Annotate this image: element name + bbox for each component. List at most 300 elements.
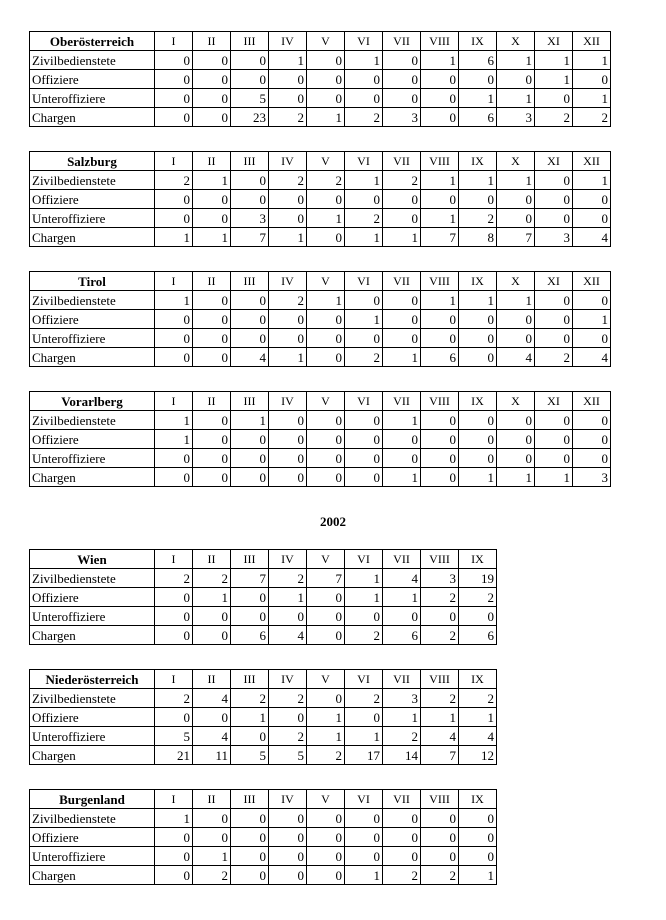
table-cell: 1	[269, 51, 307, 70]
table-cell: 0	[535, 89, 573, 108]
table-cell: 0	[459, 348, 497, 367]
table-row	[30, 171, 611, 190]
month-header: III	[231, 550, 269, 569]
table-cell: 0	[231, 468, 269, 487]
table-cell: 2	[459, 588, 497, 607]
table-cell: 2	[269, 108, 307, 127]
table-cell: 7	[307, 569, 345, 588]
table-cell: 0	[231, 291, 269, 310]
month-header: I	[155, 152, 193, 171]
table-cell: 0	[231, 449, 269, 468]
table-cell: 1	[573, 310, 611, 329]
month-header: IV	[269, 152, 307, 171]
region-name: Salzburg	[30, 152, 155, 171]
table-cell: 0	[307, 89, 345, 108]
row-label: Zivilbedienstete	[30, 569, 155, 588]
table-cell: 5	[155, 727, 193, 746]
table-cell: 23	[231, 108, 269, 127]
table-cell: 1	[497, 89, 535, 108]
table-cell: 1	[497, 171, 535, 190]
table-cell: 2	[345, 108, 383, 127]
table-cell: 2	[269, 689, 307, 708]
month-header: VIII	[421, 670, 459, 689]
table-cell: 7	[231, 228, 269, 247]
row-label: Unteroffiziere	[30, 329, 155, 348]
table-cell: 2	[383, 727, 421, 746]
table-cell: 0	[307, 809, 345, 828]
region-name: Tirol	[30, 272, 155, 291]
table-cell: 6	[459, 108, 497, 127]
row-label: Unteroffiziere	[30, 727, 155, 746]
month-header: V	[307, 32, 345, 51]
table-row	[30, 411, 611, 430]
table-cell: 1	[497, 291, 535, 310]
table-cell: 0	[345, 329, 383, 348]
row-label: Offiziere	[30, 588, 155, 607]
table-cell: 0	[459, 449, 497, 468]
table-cell: 0	[155, 607, 193, 626]
row-label: Offiziere	[30, 190, 155, 209]
table-row	[30, 89, 611, 108]
table-cell: 1	[383, 348, 421, 367]
table-cell: 2	[421, 588, 459, 607]
table-cell: 0	[421, 847, 459, 866]
table-cell: 8	[459, 228, 497, 247]
month-header: IX	[459, 392, 497, 411]
table-burgenland	[29, 789, 497, 885]
table-cell: 0	[497, 430, 535, 449]
table-cell: 2	[307, 171, 345, 190]
table-cell: 0	[345, 809, 383, 828]
row-label: Chargen	[30, 348, 155, 367]
month-header: II	[193, 152, 231, 171]
table-cell: 0	[269, 828, 307, 847]
table-row	[30, 228, 611, 247]
month-header: I	[155, 670, 193, 689]
table-cell: 0	[535, 411, 573, 430]
table-cell: 0	[231, 588, 269, 607]
table-cell: 1	[383, 411, 421, 430]
table-header-row	[30, 550, 497, 569]
table-cell: 0	[497, 190, 535, 209]
month-header: XII	[573, 392, 611, 411]
table-cell: 2	[573, 108, 611, 127]
table-cell: 0	[345, 708, 383, 727]
month-header: IX	[459, 790, 497, 809]
table-cell: 7	[497, 228, 535, 247]
table-row	[30, 828, 497, 847]
row-label: Offiziere	[30, 310, 155, 329]
table-cell: 0	[193, 108, 231, 127]
month-header: V	[307, 152, 345, 171]
row-label: Zivilbedienstete	[30, 291, 155, 310]
table-cell: 1	[269, 588, 307, 607]
table-cell: 0	[269, 866, 307, 885]
month-header: III	[231, 152, 269, 171]
month-header: III	[231, 392, 269, 411]
table-row	[30, 209, 611, 228]
table-cell: 2	[231, 689, 269, 708]
month-header: VI	[345, 32, 383, 51]
month-header: VI	[345, 272, 383, 291]
row-label: Zivilbedienstete	[30, 171, 155, 190]
table-cell: 0	[459, 607, 497, 626]
table-cell: 0	[155, 51, 193, 70]
month-header: V	[307, 670, 345, 689]
table-cell: 0	[535, 291, 573, 310]
table-row	[30, 847, 497, 866]
table-cell: 0	[231, 310, 269, 329]
table-row	[30, 727, 497, 746]
month-header: IV	[269, 392, 307, 411]
month-header: IV	[269, 32, 307, 51]
table-cell: 1	[155, 430, 193, 449]
month-header: VI	[345, 152, 383, 171]
month-header: II	[193, 550, 231, 569]
table-cell: 0	[155, 348, 193, 367]
table-cell: 0	[193, 310, 231, 329]
table-cell: 0	[193, 708, 231, 727]
table-niederosterreich	[29, 669, 497, 765]
month-header: V	[307, 790, 345, 809]
month-header: VII	[383, 670, 421, 689]
table-cell: 1	[459, 468, 497, 487]
table-cell: 1	[383, 588, 421, 607]
table-cell: 1	[269, 348, 307, 367]
table-cell: 21	[155, 746, 193, 765]
month-header: III	[231, 790, 269, 809]
table-cell: 0	[383, 607, 421, 626]
table-cell: 0	[269, 847, 307, 866]
table-header-row	[30, 152, 611, 171]
table-cell: 0	[155, 70, 193, 89]
row-label: Chargen	[30, 108, 155, 127]
table-cell: 0	[307, 190, 345, 209]
table-cell: 4	[421, 727, 459, 746]
table-cell: 1	[383, 468, 421, 487]
table-row	[30, 468, 611, 487]
table-cell: 4	[497, 348, 535, 367]
table-cell: 0	[459, 70, 497, 89]
table-cell: 0	[231, 430, 269, 449]
month-header: XI	[535, 32, 573, 51]
table-cell: 0	[231, 171, 269, 190]
month-header: VIII	[421, 790, 459, 809]
table-cell: 2	[193, 569, 231, 588]
month-header: III	[231, 32, 269, 51]
table-cell: 0	[269, 809, 307, 828]
table-cell: 5	[269, 746, 307, 765]
month-header: IV	[269, 670, 307, 689]
table-cell: 0	[421, 430, 459, 449]
month-header: I	[155, 392, 193, 411]
table-cell: 0	[307, 329, 345, 348]
table-cell: 0	[231, 866, 269, 885]
table-cell: 3	[231, 209, 269, 228]
table-cell: 0	[383, 809, 421, 828]
table-cell: 0	[269, 209, 307, 228]
table-cell: 19	[459, 569, 497, 588]
table-cell: 0	[535, 430, 573, 449]
table-cell: 1	[459, 866, 497, 885]
table-cell: 3	[383, 689, 421, 708]
table-cell: 7	[421, 746, 459, 765]
table-cell: 0	[193, 468, 231, 487]
table-cell: 0	[345, 190, 383, 209]
table-cell: 0	[193, 209, 231, 228]
table-cell: 0	[193, 291, 231, 310]
table-cell: 2	[269, 171, 307, 190]
table-row	[30, 291, 611, 310]
table-cell: 0	[193, 190, 231, 209]
table-cell: 11	[193, 746, 231, 765]
month-header: II	[193, 32, 231, 51]
table-cell: 1	[269, 228, 307, 247]
table-cell: 2	[383, 171, 421, 190]
table-cell: 0	[307, 228, 345, 247]
table-cell: 0	[421, 190, 459, 209]
table-cell: 0	[307, 866, 345, 885]
month-header: IX	[459, 550, 497, 569]
table-cell: 0	[155, 190, 193, 209]
table-vorarlberg	[29, 391, 611, 487]
table-cell: 1	[345, 228, 383, 247]
table-cell: 2	[459, 689, 497, 708]
table-cell: 0	[193, 348, 231, 367]
table-cell: 1	[421, 171, 459, 190]
table-cell: 5	[231, 746, 269, 765]
table-cell: 0	[573, 190, 611, 209]
month-header: VIII	[421, 550, 459, 569]
table-row	[30, 626, 497, 645]
table-cell: 0	[269, 449, 307, 468]
month-header: VI	[345, 392, 383, 411]
region-name: Niederösterreich	[30, 670, 155, 689]
table-cell: 0	[421, 310, 459, 329]
table-cell: 0	[307, 468, 345, 487]
row-label: Chargen	[30, 626, 155, 645]
table-cell: 1	[155, 809, 193, 828]
table-cell: 0	[307, 689, 345, 708]
table-cell: 0	[535, 190, 573, 209]
month-header: I	[155, 790, 193, 809]
table-cell: 0	[155, 708, 193, 727]
table-cell: 0	[345, 828, 383, 847]
table-cell: 0	[459, 430, 497, 449]
table-cell: 0	[307, 411, 345, 430]
table-cell: 0	[383, 51, 421, 70]
month-header: XII	[573, 272, 611, 291]
table-cell: 1	[345, 866, 383, 885]
month-header: IX	[459, 670, 497, 689]
table-cell: 0	[155, 108, 193, 127]
table-cell: 2	[269, 727, 307, 746]
table-cell: 0	[383, 430, 421, 449]
table-cell: 0	[421, 449, 459, 468]
table-cell: 1	[459, 171, 497, 190]
month-header: II	[193, 790, 231, 809]
table-cell: 6	[231, 626, 269, 645]
table-cell: 1	[535, 51, 573, 70]
table-cell: 1	[307, 727, 345, 746]
table-cell: 0	[345, 468, 383, 487]
table-cell: 2	[421, 689, 459, 708]
month-header: XII	[573, 32, 611, 51]
table-cell: 0	[155, 89, 193, 108]
table-cell: 0	[421, 468, 459, 487]
month-header: VIII	[421, 392, 459, 411]
table-cell: 0	[307, 607, 345, 626]
table-cell: 1	[459, 291, 497, 310]
month-header: XI	[535, 392, 573, 411]
table-cell: 1	[307, 209, 345, 228]
table-row	[30, 430, 611, 449]
table-row	[30, 329, 611, 348]
table-row	[30, 310, 611, 329]
table-cell: 0	[459, 828, 497, 847]
table-cell: 0	[345, 70, 383, 89]
table-cell: 2	[383, 866, 421, 885]
table-cell: 0	[383, 329, 421, 348]
month-header: IX	[459, 152, 497, 171]
table-cell: 7	[421, 228, 459, 247]
table-cell: 1	[155, 411, 193, 430]
table-cell: 0	[307, 828, 345, 847]
table-cell: 3	[573, 468, 611, 487]
table-cell: 0	[573, 329, 611, 348]
month-header: I	[155, 550, 193, 569]
table-cell: 2	[345, 348, 383, 367]
row-label: Unteroffiziere	[30, 847, 155, 866]
table-cell: 1	[345, 171, 383, 190]
month-header: VII	[383, 152, 421, 171]
table-cell: 2	[421, 626, 459, 645]
table-row	[30, 746, 497, 765]
month-header: I	[155, 32, 193, 51]
table-cell: 0	[307, 348, 345, 367]
table-cell: 4	[573, 348, 611, 367]
table-cell: 0	[269, 190, 307, 209]
month-header: IV	[269, 790, 307, 809]
row-label: Zivilbedienstete	[30, 809, 155, 828]
table-cell: 0	[383, 291, 421, 310]
table-header-row	[30, 670, 497, 689]
table-cell: 0	[535, 449, 573, 468]
table-cell: 4	[383, 569, 421, 588]
table-cell: 7	[231, 569, 269, 588]
table-cell: 0	[573, 449, 611, 468]
table-cell: 1	[345, 727, 383, 746]
table-cell: 0	[383, 70, 421, 89]
table-header-row	[30, 790, 497, 809]
table-row	[30, 51, 611, 70]
table-row	[30, 866, 497, 885]
table-cell: 0	[231, 828, 269, 847]
table-cell: 1	[497, 51, 535, 70]
month-header: II	[193, 272, 231, 291]
table-cell: 4	[193, 689, 231, 708]
month-header: XI	[535, 272, 573, 291]
table-cell: 0	[383, 89, 421, 108]
table-row	[30, 108, 611, 127]
table-row	[30, 190, 611, 209]
table-cell: 0	[155, 588, 193, 607]
table-cell: 1	[345, 310, 383, 329]
table-cell: 0	[155, 209, 193, 228]
month-header: IV	[269, 550, 307, 569]
table-cell: 12	[459, 746, 497, 765]
table-cell: 0	[421, 411, 459, 430]
table-cell: 0	[193, 51, 231, 70]
table-row	[30, 348, 611, 367]
table-cell: 1	[155, 291, 193, 310]
table-cell: 1	[535, 70, 573, 89]
month-header: IX	[459, 272, 497, 291]
table-cell: 1	[307, 108, 345, 127]
table-cell: 0	[459, 847, 497, 866]
table-cell: 0	[573, 411, 611, 430]
table-cell: 0	[535, 329, 573, 348]
table-cell: 0	[193, 828, 231, 847]
table-cell: 0	[497, 310, 535, 329]
table-cell: 0	[345, 411, 383, 430]
table-cell: 3	[497, 108, 535, 127]
table-oberosterreich	[29, 31, 611, 127]
table-cell: 6	[421, 348, 459, 367]
month-header: VIII	[421, 152, 459, 171]
table-cell: 0	[421, 70, 459, 89]
month-header: X	[497, 272, 535, 291]
table-cell: 2	[155, 171, 193, 190]
table-cell: 2	[155, 569, 193, 588]
table-row	[30, 70, 611, 89]
table-cell: 2	[345, 689, 383, 708]
table-cell: 0	[345, 847, 383, 866]
table-cell: 1	[307, 708, 345, 727]
table-cell: 0	[193, 809, 231, 828]
table-cell: 0	[307, 847, 345, 866]
table-cell: 0	[155, 626, 193, 645]
row-label: Chargen	[30, 746, 155, 765]
month-header: VI	[345, 670, 383, 689]
region-name: Wien	[30, 550, 155, 569]
table-row	[30, 809, 497, 828]
table-cell: 1	[193, 171, 231, 190]
table-cell: 1	[307, 291, 345, 310]
table-cell: 0	[573, 70, 611, 89]
row-label: Offiziere	[30, 828, 155, 847]
table-cell: 0	[155, 449, 193, 468]
table-row	[30, 569, 497, 588]
row-label: Unteroffiziere	[30, 209, 155, 228]
table-cell: 1	[497, 468, 535, 487]
table-cell: 0	[459, 310, 497, 329]
table-wien	[29, 549, 497, 645]
table-cell: 0	[383, 847, 421, 866]
table-cell: 0	[307, 51, 345, 70]
table-row	[30, 708, 497, 727]
table-cell: 0	[307, 588, 345, 607]
month-header: XII	[573, 152, 611, 171]
table-cell: 2	[269, 291, 307, 310]
table-cell: 4	[459, 727, 497, 746]
table-cell: 0	[421, 108, 459, 127]
table-cell: 1	[459, 708, 497, 727]
month-header: II	[193, 670, 231, 689]
table-cell: 0	[193, 89, 231, 108]
table-cell: 2	[345, 626, 383, 645]
table-cell: 0	[383, 828, 421, 847]
